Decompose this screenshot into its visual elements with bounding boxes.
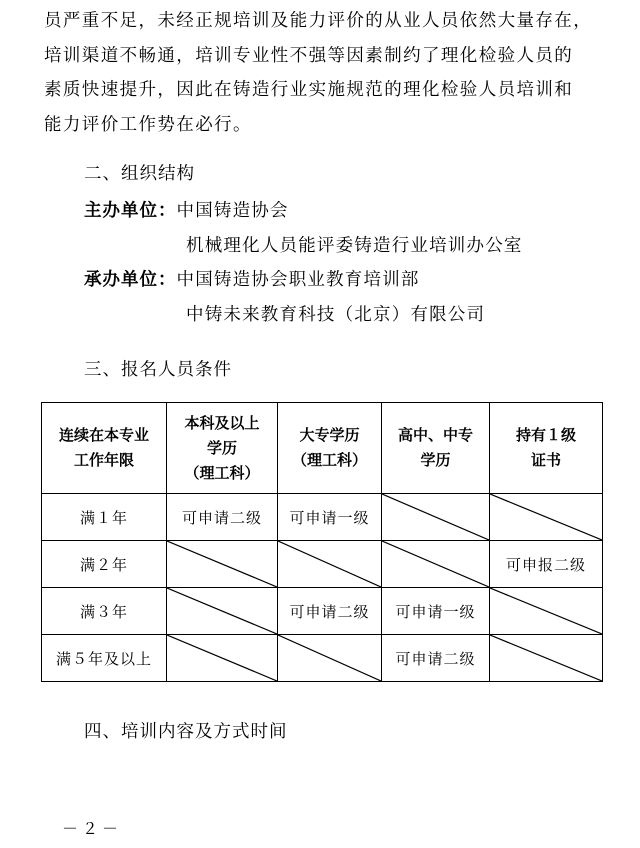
years-cell: 满２年 bbox=[42, 541, 167, 588]
eligibility-cell: 可申请二级 bbox=[382, 635, 490, 682]
header-line: 学历 bbox=[420, 451, 451, 469]
years-cell: 满１年 bbox=[42, 494, 167, 541]
paragraph-line: 员严重不足，未经正规培训及能力评价的从业人员依然大量存在， bbox=[44, 11, 593, 31]
not-applicable-cell bbox=[167, 588, 278, 635]
not-applicable-cell bbox=[278, 541, 382, 588]
not-applicable-cell bbox=[167, 635, 278, 682]
not-applicable-cell bbox=[490, 588, 603, 635]
section-heading-training: 四、培训内容及方式时间 bbox=[84, 722, 288, 742]
undertaker-label: 承办单位： bbox=[84, 270, 177, 290]
header-line: 工作年限 bbox=[73, 451, 134, 469]
eligibility-cell: 可申报二级 bbox=[490, 541, 603, 588]
table-body bbox=[42, 494, 603, 682]
not-applicable-cell bbox=[167, 541, 278, 588]
table-header-cell bbox=[490, 403, 603, 494]
diagonal-slash-icon bbox=[167, 635, 277, 681]
organizer-value-2: 机械理化人员能评委铸造行业培训办公室 bbox=[186, 236, 523, 256]
table-header-cell bbox=[167, 403, 278, 494]
diagonal-slash-icon bbox=[382, 494, 489, 540]
diagonal-slash-icon bbox=[490, 494, 602, 540]
table-header-cell bbox=[278, 403, 382, 494]
paragraph-line: 能力评价工作势在必行。 bbox=[44, 114, 252, 135]
table-row bbox=[42, 588, 603, 635]
table-header-cell bbox=[42, 403, 167, 494]
table-row bbox=[42, 494, 603, 541]
diagonal-slash-icon bbox=[278, 541, 381, 587]
diagonal-slash-icon bbox=[278, 635, 381, 681]
years-cell: 满３年 bbox=[42, 588, 167, 635]
not-applicable-cell bbox=[490, 635, 603, 682]
diagonal-slash-icon bbox=[382, 541, 489, 587]
header-line: 大专学历 bbox=[299, 426, 360, 444]
undertaker-value: 中国铸造协会职业教育培训部 bbox=[176, 270, 420, 290]
table-row bbox=[42, 635, 603, 682]
table-header-cell bbox=[382, 403, 490, 494]
diagonal-slash-icon bbox=[490, 588, 602, 634]
years-cell: 满５年及以上 bbox=[42, 635, 167, 682]
section-heading-eligibility: 三、报名人员条件 bbox=[84, 360, 232, 380]
table-row bbox=[42, 541, 603, 588]
diagonal-slash-icon bbox=[167, 541, 277, 587]
organizer-label: 主办单位： bbox=[84, 201, 177, 221]
eligibility-cell: 可申请一级 bbox=[278, 494, 382, 541]
intro-paragraph bbox=[44, 4, 604, 142]
eligibility-cell: 可申请一级 bbox=[382, 588, 490, 635]
undertaker-value-2: 中铸未来教育科技（北京）有限公司 bbox=[186, 305, 486, 325]
paragraph-line: 培训渠道不畅通，培训专业性不强等因素制约了理化检验人员的 bbox=[44, 45, 574, 66]
header-line: 持有１级 bbox=[515, 426, 576, 444]
not-applicable-cell bbox=[382, 541, 490, 588]
header-line: 本科及以上 bbox=[184, 413, 260, 432]
table-header-row bbox=[42, 403, 603, 494]
not-applicable-cell bbox=[278, 635, 382, 682]
organizer-value: 中国铸造协会 bbox=[176, 201, 289, 221]
header-line: 证书 bbox=[530, 451, 561, 469]
section-heading-organization: 二、组织结构 bbox=[84, 164, 195, 184]
diagonal-slash-icon bbox=[167, 588, 277, 634]
header-line: （理工科） bbox=[291, 451, 367, 469]
eligibility-table bbox=[41, 402, 603, 682]
eligibility-cell: 可申请二级 bbox=[167, 494, 278, 541]
paragraph-line: 素质快速提升，因此在铸造行业实施规范的理化检验人员培训和 bbox=[44, 80, 574, 100]
header-line: 连续在本专业 bbox=[58, 426, 149, 444]
not-applicable-cell bbox=[490, 494, 603, 541]
undertaker-row bbox=[84, 266, 420, 291]
diagonal-slash-icon bbox=[490, 635, 602, 681]
eligibility-cell: 可申请二级 bbox=[278, 588, 382, 635]
header-line: 学历 bbox=[206, 438, 237, 457]
not-applicable-cell bbox=[382, 494, 490, 541]
organizer-row bbox=[84, 197, 289, 222]
header-line: （理工科） bbox=[184, 463, 260, 482]
header-line: 高中、中专 bbox=[397, 426, 473, 444]
page-number: －２－ bbox=[62, 819, 123, 838]
